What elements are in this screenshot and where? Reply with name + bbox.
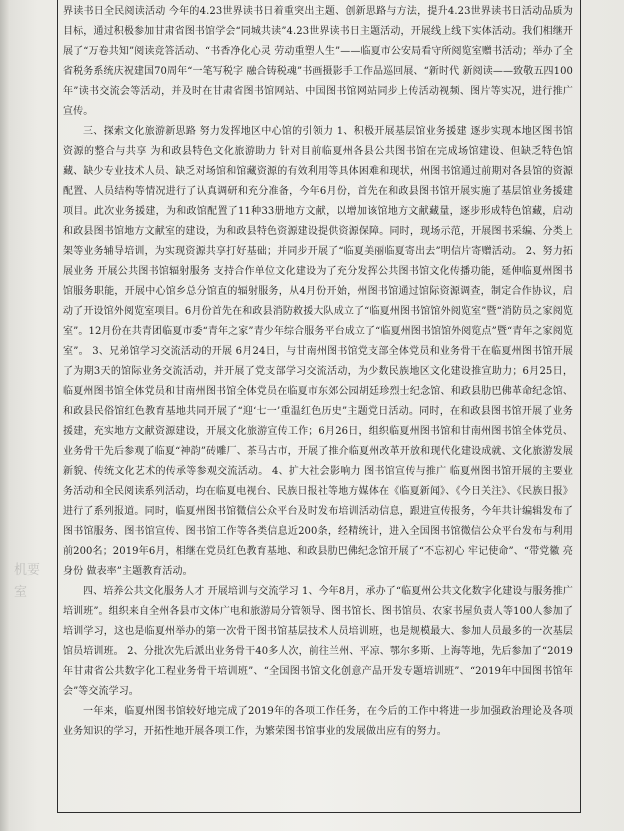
document-body — [63, 2, 573, 742]
paragraph-reading-activities: 界读书日全民阅读活动 今年的4.23世界读书日着重突出主题、创新思路与方法，提升4.23世界读书日活动品质为目标，通过积极参加甘肃省图书馆学会“同城共读”4.23世界读书日主题活动，开展线上线下实体活动。我们相继开展了“万卷共知”阅读竞答活动、“书香净化心灵 劳动重塑人生”——临夏市公安局看守所阅览室赠书活动；举办了全省税务系统庆祝建国70周年“一笔写税字 融合铸税魂”书画摄影手工作品巡回展、“新时代 新阅读——致敬五四100年”读书交流会等活动，并及时在甘肃省图书馆网站、中国图书馆网站同步上传活动视频、图片等实况，进行推广宣传。 — [63, 6, 573, 117]
paragraph-section-three: 三、探索文化旅游新思路 努力发挥地区中心馆的引领力 1、积极开展基层馆业务援建 逐步实现本地区图书馆资源的整合与共享 为和政县特色文化旅游助力 针对目前临夏州各县公共图书馆在完成场馆建设、但缺乏特色馆藏、缺少专业技术人员、缺乏对场馆和馆藏资源的有效利用等具体困难和现状，州图书馆通过前期对各县馆的资源配置、人员结构等情况进行了认真调研和充分准备，今年6月份，首先在和政县图书馆开展实施了基层馆业务援建项目。此次业务援建，为和政馆配置了11种33册地方文献，以增加该馆地方文献藏量，逐步形成特色馆藏，启动和政县图书馆地方文献室的建设，为和政县特色资源建设提供资源保障。同时，现场示范，开展图书采编、分类上架等业务辅导培训，为实现资源共享打好基础；并同步开展了“临夏美丽临夏寄出去”明信片寄赠活动。 2、努力拓展业务 开展公共图书馆辐射服务 支持合作单位文化建设为了充分发挥公共图书馆文化传播功能，延伸临夏州图书馆服务职能，开展中心馆乡总分馆直的辐射服务，从4月份开始，州图书馆通过馆际资源调查，制定合作协议，启动了开设馆外阅览室项目。6月份首先在和政县消防救援大队成立了“临夏州图书馆馆外阅览室”暨“消防员之家阅览室”。12月份在共青团临夏市委“青年之家”青少年综合服务平台成立了“临夏州图书馆馆外阅览点”暨“青年之家阅览室”。 3、兄弟馆学习交流活动的开展 6月24日，与甘南州图书馆党支部全体党员和业务骨干在临夏州图书馆开展了为期3天的馆际业务交流活动，并开展了党支部学习交流活动，为少数民族地区文化建设推宣助力；6月25日，临夏州图书馆全体党员和甘南州图书馆全体党员在临夏市东郊公园胡廷珍烈士纪念馆、和政县肋巴佛革命纪念馆、和政县民俗馆红色教育基地共同开展了“迎‘七一’重温红色历史”主题党日活动。同时，在和政县图书馆开展了业务援建，充实地方文献资源建设，开展文化旅游宣传工作；6月26日，组织临夏州图书馆和甘南州图书馆全体党员、业务骨干先后参观了临夏“神韵”砖雕厂、茶马古市，开展了推介临夏州改革开放和现代化建设成就、文化旅游发展新貌、传统文化艺术的传承等参观交流活动。 4、扩大社会影响力 图书馆宣传与推广 临夏州图书馆开展的主要业务活动和全民阅读系列活动，均在临夏电视台、民族日报社等地方媒体在《临夏新闻》、《今日关注》、《民族日报》进行了系列报道。同时，临夏州图书馆微信公众平台及时发布培训活动信息，跟进宣传报务，今年共计编辑发布了图书馆服务、图书馆宣传、图书馆工作等各类信息近200条，经精统计，进入全国图书馆微信公众平台发布与利用前200名；2019年6月，相继在党员红色教育基地、和政县肋巴佛纪念馆开展了“不忘初心 牢记使命”、“带党徽 亮身份 做表率”主题教育活动。 — [63, 126, 573, 577]
paragraph-section-four: 四、培养公共文化服务人才 开展培训与交流学习 1、今年8月，承办了“临夏州公共文化数字化建设与服务推广培训班”。组织来自全州各县市文体广电和旅游局分管领导、图书馆长、图书馆员、农家书屋负责人等100人参加了培训学习，这也是临夏州举办的第一次骨干图书馆基层技术人员培训班，也是规模最大、参加人员最多的一次基层馆员培训班。 2、分批次先后派出业务骨干40多人次，前往兰州、平凉、鄂尔多斯、上海等地，先后参加了“2019年甘肃省公共数字化工程业务骨干培训班”、“全国图书馆文化创意产品开发专题培训班”、“2019年中国图书馆年会”等交流学习。 — [63, 586, 573, 697]
faded-stamp: 机要室 — [14, 563, 41, 600]
page-binding-edge — [0, 0, 10, 831]
paragraph-conclusion: 一年来，临夏州图书馆较好地完成了2019年的各项工作任务，在今后的工作中将进一步加强政治理论及各项业务知识的学习，开拓性地开展各项工作，为繁荣图书馆事业的发展做出应有的努力。 — [63, 706, 573, 737]
